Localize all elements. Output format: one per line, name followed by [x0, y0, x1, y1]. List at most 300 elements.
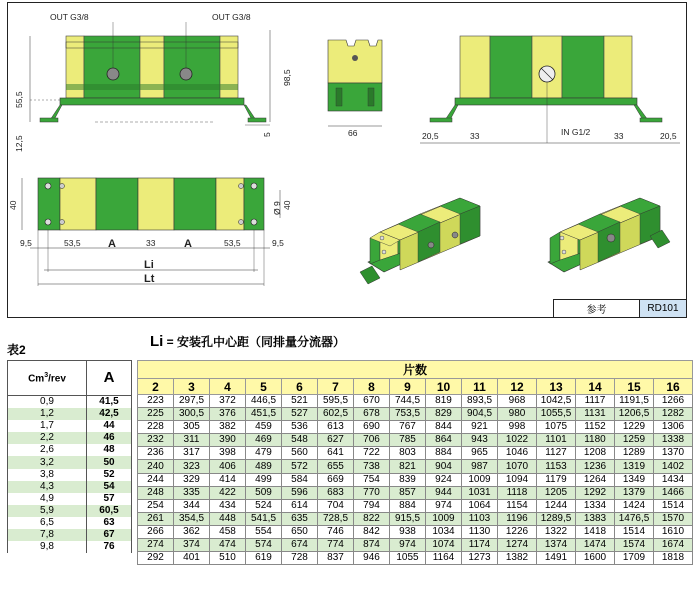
a-cell: 63	[87, 517, 132, 529]
table-row	[138, 473, 693, 486]
outlet-port-left	[107, 68, 119, 80]
table-row	[8, 444, 132, 456]
li-value-cell: 414	[210, 473, 246, 486]
isometric-view-right	[548, 198, 670, 272]
a-cell: 46	[87, 432, 132, 444]
li-value-cell: 446,5	[246, 395, 282, 408]
li-value-cell: 541,5	[246, 512, 282, 525]
table-row	[8, 529, 132, 541]
li-value-cell: 785	[390, 434, 426, 447]
table-row	[8, 481, 132, 493]
li-value-cell: 1434	[654, 473, 693, 486]
out-label-left: OUT G3/8	[50, 12, 89, 22]
dim-40-left: 40	[8, 200, 18, 210]
li-value-cell: 1264	[576, 473, 615, 486]
li-value-cell: 574	[246, 539, 282, 552]
li-value-cell: 362	[174, 525, 210, 538]
li-value-cell: 323	[174, 460, 210, 473]
li-value-cell: 554	[246, 525, 282, 538]
li-value-cell: 372	[210, 395, 246, 408]
li-value-cell: 1206,5	[615, 408, 654, 421]
li-value-cell: 1570	[654, 512, 693, 525]
li-value-cell: 1191,5	[615, 395, 654, 408]
li-value-cell: 390	[210, 434, 246, 447]
li-value-cell: 382	[210, 421, 246, 434]
li-value-cell: 683	[318, 486, 354, 499]
li-value-cell: 619	[246, 552, 282, 565]
li-value-cell: 1034	[426, 525, 462, 538]
a-cell: 48	[87, 444, 132, 456]
li-value-cell: 1196	[498, 512, 537, 525]
li-value-cell: 1164	[426, 552, 462, 565]
li-value-cell: 354,5	[174, 512, 210, 525]
li-value-cell: 753,5	[390, 408, 426, 421]
li-value-cell: 1338	[654, 434, 693, 447]
li-value-cell: 305	[174, 421, 210, 434]
section-count-header: 15	[615, 379, 654, 395]
li-value-cell: 874	[354, 539, 390, 552]
dim-9-5-left: 9,5	[20, 238, 32, 248]
section-count-header: 3	[174, 379, 210, 395]
li-value-cell: 1289,5	[537, 512, 576, 525]
dim-lt: Lt	[144, 273, 155, 285]
dim-40-right: 40	[282, 200, 292, 210]
li-value-cell: 1208	[576, 447, 615, 460]
li-value-cell: 300,5	[174, 408, 210, 421]
li-value-cell: 1274	[498, 539, 537, 552]
table-row	[138, 486, 693, 499]
dim-53-5-left: 53,5	[64, 238, 81, 248]
li-value-cell: 1334	[576, 499, 615, 512]
li-value-cell: 938	[390, 525, 426, 538]
li-value-cell: 678	[354, 408, 390, 421]
li-value-cell: 521	[282, 395, 318, 408]
li-value-cell: 548	[282, 434, 318, 447]
dim-33-a: 33	[470, 131, 480, 141]
li-value-cell: 722	[354, 447, 390, 460]
li-value-cell: 635	[282, 512, 318, 525]
li-value-cell: 1153	[537, 460, 576, 473]
li-value-cell: 459	[246, 421, 282, 434]
li-value-cell: 746	[318, 525, 354, 538]
li-value-cell: 1402	[654, 460, 693, 473]
li-value-cell: 1009	[462, 473, 498, 486]
li-value-cell: 1382	[498, 552, 537, 565]
table-row	[8, 493, 132, 505]
table-row	[138, 460, 693, 473]
reference-label: 参考	[554, 300, 640, 317]
displacement-cell: 4,9	[8, 493, 87, 505]
li-value-cell: 1127	[537, 447, 576, 460]
displacement-cell: 3,2	[8, 456, 87, 468]
section-count-header: 13	[537, 379, 576, 395]
li-value-cell: 596	[282, 486, 318, 499]
li-value-cell: 844	[426, 421, 462, 434]
sections-header: 片数	[138, 361, 693, 379]
li-value-cell: 754	[354, 473, 390, 486]
a-cell: 76	[87, 541, 132, 553]
li-value-cell: 479	[246, 447, 282, 460]
li-value-cell: 254	[138, 499, 174, 512]
dim-53-5-right: 53,5	[224, 238, 241, 248]
li-value-cell: 1074	[426, 539, 462, 552]
li-value-cell: 458	[210, 525, 246, 538]
li-value-cell: 560	[282, 447, 318, 460]
li-value-cell: 1574	[615, 539, 654, 552]
li-value-cell: 819	[426, 395, 462, 408]
li-value-cell: 669	[318, 473, 354, 486]
li-value-cell: 1094	[498, 473, 537, 486]
table-row	[138, 395, 693, 408]
li-value-cell: 1709	[615, 552, 654, 565]
li-value-cell: 398	[210, 447, 246, 460]
li-value-cell: 627	[318, 434, 354, 447]
li-value-cell: 1424	[615, 499, 654, 512]
li-value-cell: 1600	[576, 552, 615, 565]
li-value-cell: 974	[390, 539, 426, 552]
li-value-cell: 1289	[615, 447, 654, 460]
section-count-header: 7	[318, 379, 354, 395]
li-value-cell: 344	[174, 499, 210, 512]
li-value-cell: 1418	[576, 525, 615, 538]
li-value-cell: 297,5	[174, 395, 210, 408]
li-value-cell: 1349	[615, 473, 654, 486]
li-value-cell: 641	[318, 447, 354, 460]
li-value-cell: 232	[138, 434, 174, 447]
out-label-right: OUT G3/8	[212, 12, 251, 22]
li-value-cell: 274	[138, 539, 174, 552]
a-cell: 44	[87, 420, 132, 432]
li-value-cell: 1322	[537, 525, 576, 538]
table-row	[138, 421, 693, 434]
li-value-cell: 1117	[576, 395, 615, 408]
reference-box	[553, 299, 686, 317]
li-value-cell: 837	[318, 552, 354, 565]
section-count-header: 2	[138, 379, 174, 395]
li-value-cell: 1101	[537, 434, 576, 447]
table-row	[8, 541, 132, 553]
li-value-cell: 1055,5	[537, 408, 576, 421]
section-count-header: 11	[462, 379, 498, 395]
li-value-cell: 1046	[498, 447, 537, 460]
li-value-cell: 767	[390, 421, 426, 434]
li-value-cell: 770	[354, 486, 390, 499]
reference-code: RD101	[640, 300, 686, 317]
side-view	[328, 40, 382, 126]
li-value-cell: 1466	[654, 486, 693, 499]
dim-33-mid: 33	[146, 238, 156, 248]
li-value-cell: 292	[138, 552, 174, 565]
li-value-cell: 794	[354, 499, 390, 512]
li-value-cell: 1103	[462, 512, 498, 525]
li-value-cell: 904	[426, 460, 462, 473]
li-value-cell: 1075	[537, 421, 576, 434]
li-value-cell: 884	[390, 499, 426, 512]
li-value-cell: 1514	[654, 499, 693, 512]
li-value-cell: 434	[210, 499, 246, 512]
li-value-cell: 572	[282, 460, 318, 473]
li-value-cell: 584	[282, 473, 318, 486]
li-value-cell: 987	[462, 460, 498, 473]
dim-9-5-right: 9,5	[272, 238, 284, 248]
section-count-header: 4	[210, 379, 246, 395]
li-value-cell: 738	[354, 460, 390, 473]
a-cell: 54	[87, 481, 132, 493]
li-value-cell: 1152	[576, 421, 615, 434]
dim-66: 66	[348, 128, 358, 138]
section-count-header: 12	[498, 379, 537, 395]
li-value-cell: 225	[138, 408, 174, 421]
li-value-cell: 1491	[537, 552, 576, 565]
li-value-cell: 244	[138, 473, 174, 486]
dim-33-b: 33	[614, 131, 624, 141]
section-count-header: 6	[282, 379, 318, 395]
table-row	[8, 420, 132, 432]
dim-phi-9: Ø 9	[272, 201, 282, 215]
displacement-cell: 5,9	[8, 505, 87, 517]
li-value-cell: 613	[318, 421, 354, 434]
li-value-cell: 839	[390, 473, 426, 486]
a-cell: 42,5	[87, 408, 132, 420]
rear-view	[420, 36, 680, 143]
li-value-cell: 536	[282, 421, 318, 434]
li-value-cell: 614	[282, 499, 318, 512]
li-value-cell: 1374	[537, 539, 576, 552]
displacement-header: Cm$^3$/rev	[8, 361, 87, 396]
table-row	[8, 505, 132, 517]
table-row	[138, 499, 693, 512]
li-value-cell: 1370	[654, 447, 693, 460]
li-value-cell: 1042,5	[537, 395, 576, 408]
li-value-cell: 1226	[498, 525, 537, 538]
li-value-cell: 1476,5	[615, 512, 654, 525]
li-value-cell: 499	[246, 473, 282, 486]
li-value-cell: 311	[174, 434, 210, 447]
li-value-cell: 1319	[615, 460, 654, 473]
dim-98-5: 98,5	[282, 69, 292, 86]
li-value-cell: 670	[354, 395, 390, 408]
li-value-cell: 317	[174, 447, 210, 460]
li-value-cell: 704	[318, 499, 354, 512]
li-value-cell: 1379	[615, 486, 654, 499]
a-cell: 50	[87, 456, 132, 468]
li-value-cell: 451,5	[246, 408, 282, 421]
li-value-cell: 1154	[498, 499, 537, 512]
table-row	[138, 525, 693, 538]
table-row	[138, 434, 693, 447]
dim-20-5-right: 20,5	[660, 131, 677, 141]
a-cell: 52	[87, 469, 132, 481]
displacement-cell: 2,2	[8, 432, 87, 444]
li-value-cell: 650	[282, 525, 318, 538]
li-value-cell: 1118	[498, 486, 537, 499]
li-value-cell: 1514	[615, 525, 654, 538]
isometric-view-left	[360, 198, 480, 284]
displacement-cell: 4,3	[8, 481, 87, 493]
li-value-cell: 944	[426, 486, 462, 499]
li-value-cell: 524	[246, 499, 282, 512]
li-value-cell: 448	[210, 512, 246, 525]
dim-a-1: A	[108, 238, 116, 250]
li-value-cell: 474	[210, 539, 246, 552]
li-value-cell: 674	[282, 539, 318, 552]
displacement-cell: 3,8	[8, 469, 87, 481]
li-value-cell: 1610	[654, 525, 693, 538]
section-count-header: 8	[354, 379, 390, 395]
li-value-cell: 1259	[615, 434, 654, 447]
li-value-cell: 236	[138, 447, 174, 460]
displacement-cell: 9,8	[8, 541, 87, 553]
table-row	[8, 517, 132, 529]
table-row	[138, 539, 693, 552]
li-value-cell: 1180	[576, 434, 615, 447]
table-row	[8, 432, 132, 444]
li-value-cell: 248	[138, 486, 174, 499]
li-value-cell: 527	[282, 408, 318, 421]
li-values-table	[137, 360, 693, 565]
li-value-cell: 223	[138, 395, 174, 408]
li-value-cell: 822	[354, 512, 390, 525]
li-value-cell: 489	[246, 460, 282, 473]
li-value-cell: 469	[246, 434, 282, 447]
li-value-cell: 1009	[426, 512, 462, 525]
li-value-cell: 1273	[462, 552, 498, 565]
li-value-cell: 1179	[537, 473, 576, 486]
li-value-cell: 329	[174, 473, 210, 486]
li-value-cell: 864	[426, 434, 462, 447]
displacement-cell: 6,5	[8, 517, 87, 529]
li-value-cell: 1236	[576, 460, 615, 473]
displacement-cell: 2,6	[8, 444, 87, 456]
section-count-header: 5	[246, 379, 282, 395]
dim-55-5: 55,5	[14, 91, 24, 108]
li-value-cell: 1674	[654, 539, 693, 552]
li-value-cell: 1244	[537, 499, 576, 512]
li-value-cell: 1306	[654, 421, 693, 434]
displacement-cell: 1,7	[8, 420, 87, 432]
li-value-cell: 595,5	[318, 395, 354, 408]
table-row	[138, 447, 693, 460]
li-value-cell: 857	[390, 486, 426, 499]
li-value-cell: 1055	[390, 552, 426, 565]
a-cell: 41,5	[87, 396, 132, 409]
table-row	[8, 456, 132, 468]
section-count-header: 10	[426, 379, 462, 395]
in-label: IN G1/2	[561, 127, 591, 137]
li-value-cell: 974	[426, 499, 462, 512]
li-value-cell: 1383	[576, 512, 615, 525]
li-value-cell: 980	[498, 408, 537, 421]
table-row	[138, 552, 693, 565]
li-value-cell: 943	[462, 434, 498, 447]
li-value-cell: 774	[318, 539, 354, 552]
outlet-port-right	[180, 68, 192, 80]
dim-a-2: A	[184, 238, 192, 250]
displacement-cell: 0,9	[8, 396, 87, 409]
li-value-cell: 655	[318, 460, 354, 473]
section-count-header: 14	[576, 379, 615, 395]
li-value-cell: 1031	[462, 486, 498, 499]
li-value-cell: 602,5	[318, 408, 354, 421]
li-value-cell: 401	[174, 552, 210, 565]
li-value-cell: 924	[426, 473, 462, 486]
li-value-cell: 998	[498, 421, 537, 434]
section-count-header: 9	[390, 379, 426, 395]
li-value-cell: 1266	[654, 395, 693, 408]
li-value-cell: 821	[390, 460, 426, 473]
dim-20-5-left: 20,5	[422, 131, 439, 141]
a-cell: 57	[87, 493, 132, 505]
li-value-cell: 904,5	[462, 408, 498, 421]
displacement-table	[7, 360, 132, 553]
li-value-cell: 1474	[576, 539, 615, 552]
li-value-cell: 1131	[576, 408, 615, 421]
table-row	[8, 396, 132, 409]
li-value-cell: 261	[138, 512, 174, 525]
dim-li: Li	[144, 259, 154, 271]
dim-12-5: 12,5	[14, 135, 24, 152]
table-row	[8, 469, 132, 481]
li-value-cell: 1229	[615, 421, 654, 434]
li-value-cell: 968	[498, 395, 537, 408]
front-view	[30, 22, 270, 125]
li-value-cell: 946	[354, 552, 390, 565]
li-value-cell: 509	[246, 486, 282, 499]
a-header: A	[87, 361, 132, 396]
a-cell: 67	[87, 529, 132, 541]
displacement-cell: 1,2	[8, 408, 87, 420]
li-value-cell: 706	[354, 434, 390, 447]
section-count-header: 16	[654, 379, 693, 395]
dim-5: 5	[262, 132, 272, 137]
table-title	[150, 333, 345, 350]
li-value-cell: 744,5	[390, 395, 426, 408]
li-value-cell: 1818	[654, 552, 693, 565]
li-value-cell: 1282	[654, 408, 693, 421]
li-value-cell: 842	[354, 525, 390, 538]
li-value-cell: 406	[210, 460, 246, 473]
table-row	[138, 408, 693, 421]
table-label: 表2	[7, 343, 26, 357]
li-value-cell: 829	[426, 408, 462, 421]
li-value-cell: 1022	[498, 434, 537, 447]
li-value-cell: 1292	[576, 486, 615, 499]
li-value-cell: 915,5	[390, 512, 426, 525]
table-title-li: Li	[150, 333, 164, 350]
li-value-cell: 374	[174, 539, 210, 552]
li-value-cell: 893,5	[462, 395, 498, 408]
li-value-cell: 728,5	[318, 512, 354, 525]
li-value-cell: 1130	[462, 525, 498, 538]
li-value-cell: 228	[138, 421, 174, 434]
li-value-cell: 1174	[462, 539, 498, 552]
li-value-cell: 803	[390, 447, 426, 460]
li-value-cell: 510	[210, 552, 246, 565]
li-value-cell: 921	[462, 421, 498, 434]
a-cell: 60,5	[87, 505, 132, 517]
li-value-cell: 266	[138, 525, 174, 538]
li-value-cell: 884	[426, 447, 462, 460]
li-value-cell: 690	[354, 421, 390, 434]
table-row	[8, 408, 132, 420]
displacement-cell: 7,8	[8, 529, 87, 541]
li-value-cell: 240	[138, 460, 174, 473]
li-value-cell: 335	[174, 486, 210, 499]
li-value-cell: 965	[462, 447, 498, 460]
li-value-cell: 728	[282, 552, 318, 565]
li-value-cell: 1070	[498, 460, 537, 473]
table-title-rest: = 安装孔中心距（同排量分流器）	[163, 335, 346, 349]
